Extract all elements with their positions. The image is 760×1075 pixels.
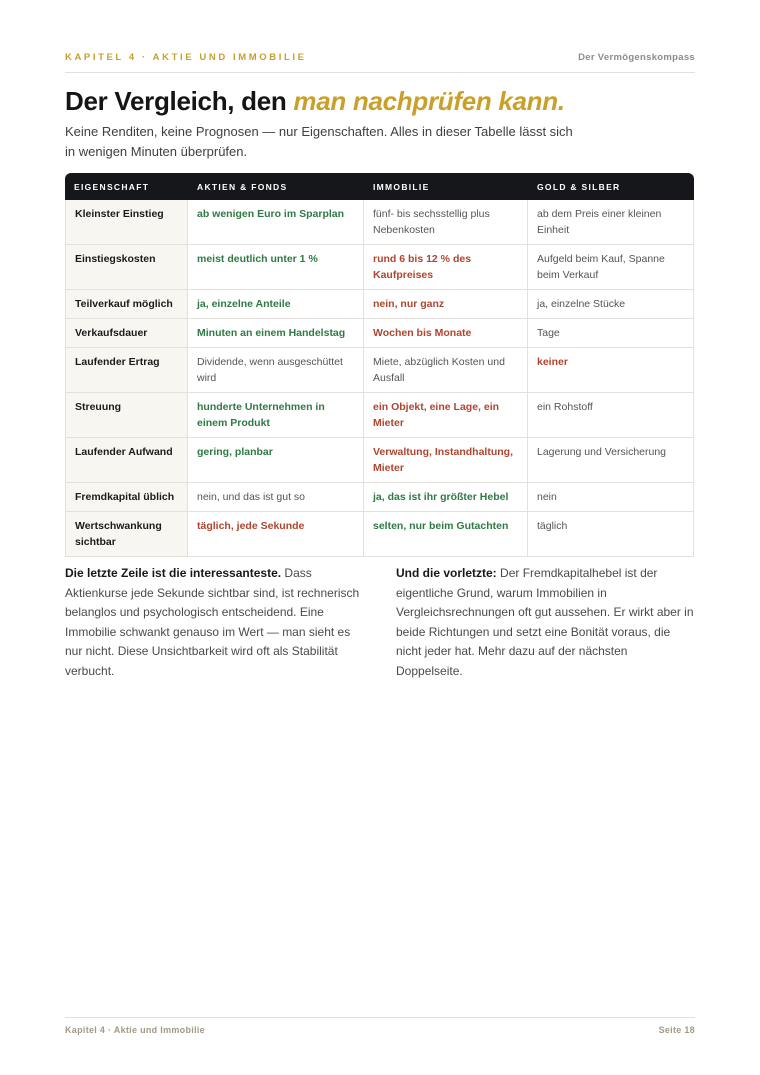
table-row: [65, 483, 694, 512]
cell-eigenschaft: Streuung: [65, 393, 188, 438]
note-left-lead: Die letzte Zeile ist die interessanteste.: [65, 566, 282, 580]
header-eigenschaft: EIGENSCHAFT: [65, 173, 188, 200]
cell-aktien-fonds: ab wenigen Euro im Sparplan: [188, 200, 364, 245]
cell-immobilie: fünf- bis sechsstellig plus Nebenkosten: [364, 200, 528, 245]
running-header: [65, 52, 695, 73]
cell-aktien-fonds: ja, einzelne Anteile: [188, 290, 364, 319]
note-right: [396, 564, 694, 681]
table-row: [65, 393, 694, 438]
cell-immobilie: selten, nur beim Gutachten: [364, 512, 528, 557]
cell-gold-silber: ja, einzelne Stücke: [528, 290, 694, 319]
cell-immobilie: Verwaltung, Instandhaltung, Mieter: [364, 438, 528, 483]
table-row: [65, 200, 694, 245]
notes-section: [65, 564, 694, 681]
title-main: Der Vergleich, den: [65, 86, 294, 116]
cell-gold-silber: täglich: [528, 512, 694, 557]
page-footer: [65, 1017, 695, 1035]
cell-aktien-fonds: nein, und das ist gut so: [188, 483, 364, 512]
table-row: [65, 319, 694, 348]
cell-gold-silber: Aufgeld beim Kauf, Spanne beim Verkauf: [528, 245, 694, 290]
cell-eigenschaft: Fremdkapital üblich: [65, 483, 188, 512]
table-row: [65, 512, 694, 557]
cell-immobilie: ja, das ist ihr größter Hebel: [364, 483, 528, 512]
cell-aktien-fonds: hunderte Unternehmen in einem Produkt: [188, 393, 364, 438]
cell-gold-silber: Lagerung und Versicherung: [528, 438, 694, 483]
cell-immobilie: Wochen bis Monate: [364, 319, 528, 348]
header-aktien-fonds: AKTIEN & FONDS: [188, 173, 364, 200]
comparison-table: [65, 173, 694, 557]
table-row: [65, 438, 694, 483]
cell-eigenschaft: Verkaufsdauer: [65, 319, 188, 348]
page-title: [65, 86, 565, 117]
cell-aktien-fonds: meist deutlich unter 1 %: [188, 245, 364, 290]
intro-text: Keine Renditen, keine Prognosen — nur Eigenschaften. Alles in dieser Tabelle lässt sich in wenigen Minuten überprüfen.: [65, 124, 573, 159]
cell-immobilie: Miete, abzüglich Kosten und Ausfall: [364, 348, 528, 393]
cell-gold-silber: Tage: [528, 319, 694, 348]
cell-gold-silber: ab dem Preis einer kleinen Einheit: [528, 200, 694, 245]
cell-eigenschaft: Laufender Aufwand: [65, 438, 188, 483]
cell-gold-silber: ein Rohstoff: [528, 393, 694, 438]
note-right-body: Der Fremdkapitalhebel ist der eigentliche Grund, warum Immobilien in Vergleichsrechnungen oft gut aussehen. Er wirkt aber in beide Richtungen und setzt eine Bonität voraus, die nicht jeder hat. Mehr dazu auf der nächsten Doppelseite.: [396, 566, 694, 678]
table-row: [65, 348, 694, 393]
cell-aktien-fonds: Dividende, wenn ausgeschüttet wird: [188, 348, 364, 393]
cell-gold-silber: nein: [528, 483, 694, 512]
footer-chapter: Kapitel 4 · Aktie und Immobilie: [65, 1025, 205, 1035]
cell-eigenschaft: Kleinster Einstieg: [65, 200, 188, 245]
note-left-body: Dass Aktienkurse jede Sekunde sichtbar sind, ist rechnerisch belanglos und psychologisch entscheidend. Eine Immobilie schwankt genauso im Wert — man sieht es nur nicht. Diese Unsichtbarkeit wird oft als Stabilität verbucht.: [65, 566, 360, 678]
cell-aktien-fonds: täglich, jede Sekunde: [188, 512, 364, 557]
chapter-label: KAPITEL 4 · AKTIE UND IMMOBILIE: [65, 52, 307, 63]
cell-eigenschaft: Laufender Ertrag: [65, 348, 188, 393]
page-number: Seite 18: [658, 1025, 695, 1035]
table-body: [65, 200, 694, 557]
note-right-lead: Und die vorletzte:: [396, 566, 497, 580]
table-row: [65, 290, 694, 319]
header-gold-silber: GOLD & SILBER: [528, 173, 694, 200]
cell-immobilie: nein, nur ganz: [364, 290, 528, 319]
cell-eigenschaft: Einstiegskosten: [65, 245, 188, 290]
book-title: Der Vermögenskompass: [578, 52, 695, 63]
note-left: [65, 564, 363, 681]
cell-gold-silber: keiner: [528, 348, 694, 393]
cell-immobilie: rund 6 bis 12 % des Kaufpreises: [364, 245, 528, 290]
cell-eigenschaft: Teilverkauf möglich: [65, 290, 188, 319]
table-row: [65, 245, 694, 290]
cell-aktien-fonds: gering, planbar: [188, 438, 364, 483]
title-accent: man nachprüfen kann.: [293, 86, 565, 116]
cell-immobilie: ein Objekt, eine Lage, ein Mieter: [364, 393, 528, 438]
header-immobilie: IMMOBILIE: [364, 173, 528, 200]
cell-aktien-fonds: Minuten an einem Handelstag: [188, 319, 364, 348]
table-header-row: [65, 173, 694, 200]
cell-eigenschaft: Wertschwankung sichtbar: [65, 512, 188, 557]
